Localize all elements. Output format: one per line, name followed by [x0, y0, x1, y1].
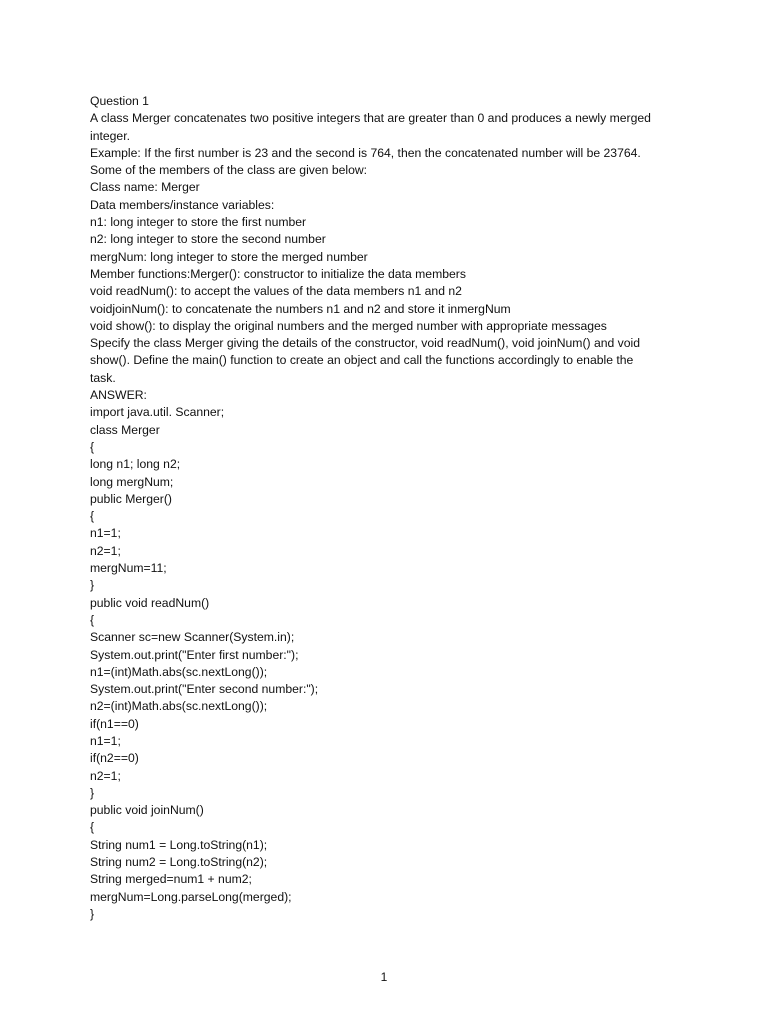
code-line: n1=1; — [90, 733, 121, 748]
question-n2-desc: n2: long integer to store the second number — [90, 232, 326, 247]
code-line: String num2 = Long.toString(n2); — [90, 855, 268, 870]
question-intro-members: Some of the members of the class are given below: — [90, 163, 368, 178]
code-line: long n1; long n2; — [90, 457, 181, 472]
code-line: } — [90, 906, 95, 921]
code-line: if(n1==0) — [90, 716, 139, 731]
question-mergnum-desc: mergNum: long integer to store the merged number — [90, 249, 368, 264]
code-line: } — [90, 578, 95, 593]
question-data-members-heading: Data members/instance variables: — [90, 197, 275, 212]
code-line: long mergNum; — [90, 474, 174, 489]
page-content — [90, 93, 690, 923]
question-heading: Question 1 — [90, 94, 149, 108]
code-line: n1=(int)Math.abs(sc.nextLong()); — [90, 664, 268, 679]
code-line: if(n2==0) — [90, 751, 139, 766]
code-line: System.out.print("Enter first number:"); — [90, 647, 299, 662]
code-block — [90, 404, 690, 923]
question-n1-desc: n1: long integer to store the first number — [90, 215, 307, 230]
question-task-line-1: Specify the class Merger giving the details of the constructor, void readNum(), void joinNum() and void — [90, 336, 641, 351]
code-line: public void readNum() — [90, 595, 210, 610]
question-task-line-3: task. — [90, 370, 116, 385]
code-line: } — [90, 785, 95, 800]
code-line: mergNum=11; — [90, 561, 167, 576]
page-number: 1 — [380, 970, 388, 984]
code-line: String merged=num1 + num2; — [90, 872, 252, 887]
code-line: { — [90, 612, 95, 627]
question-paragraph-line-2: integer. — [90, 128, 130, 143]
code-line: Scanner sc=new Scanner(System.in); — [90, 630, 295, 645]
question-show-desc: void show(): to display the original numbers and the merged number with appropriate messages — [90, 318, 607, 333]
question-class-name: Class name: Merger — [90, 180, 200, 195]
question-task-line-2: show(). Define the main() function to create an object and call the functions accordingly to enable the — [90, 353, 634, 368]
code-line: n2=1; — [90, 768, 121, 783]
code-line: n2=(int)Math.abs(sc.nextLong()); — [90, 699, 268, 714]
question-readnum-desc: void readNum(): to accept the values of the data members n1 and n2 — [90, 284, 462, 299]
code-line: n2=1; — [90, 543, 121, 558]
code-line: public void joinNum() — [90, 803, 204, 818]
code-line: { — [90, 509, 95, 524]
code-line: public Merger() — [90, 491, 172, 506]
code-line: mergNum=Long.parseLong(merged); — [90, 889, 292, 904]
code-line: System.out.print("Enter second number:"); — [90, 682, 319, 697]
code-line: { — [90, 820, 95, 835]
question-paragraph-line-1: A class Merger concatenates two positive integers that are greater than 0 and produces a newly merged — [90, 111, 651, 126]
code-line: String num1 = Long.toString(n1); — [90, 837, 268, 852]
code-line: { — [90, 439, 95, 454]
code-line: import java.util. Scanner; — [90, 405, 225, 420]
question-member-functions: Member functions:Merger(): constructor to initialize the data members — [90, 266, 466, 281]
answer-label: ANSWER: — [90, 388, 147, 403]
question-joinnum-desc: voidjoinNum(): to concatenate the numbers n1 and n2 and store it inmergNum — [90, 301, 511, 316]
code-line: class Merger — [90, 422, 160, 437]
question-example: Example: If the first number is 23 and the second is 764, then the concatenated number will be 23764. — [90, 145, 641, 160]
code-line: n1=1; — [90, 526, 121, 541]
